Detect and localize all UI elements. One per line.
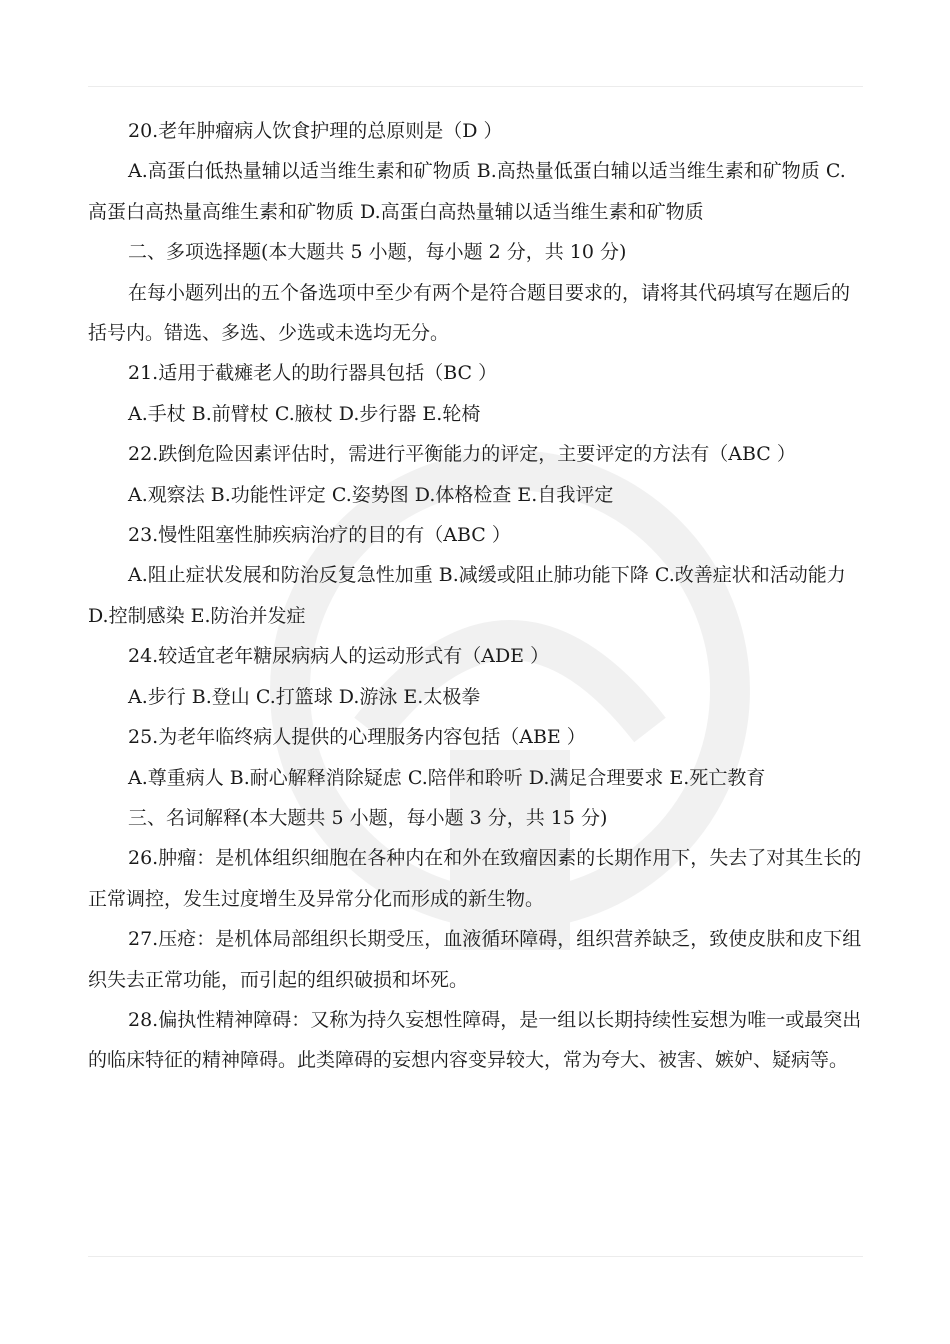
question-25-options: A.尊重病人 B.耐心解释消除疑虑 C.陪伴和聆听 D.满足合理要求 E.死亡教育 bbox=[128, 766, 766, 789]
definition-26: 26.肿瘤：是机体组织细胞在各种内在和外在致瘤因素的长期作用下，失去了对其生长的正常调控，发生过度增生及异常分化而形成的新生物。 bbox=[88, 847, 862, 910]
definition-28: 28.偏执性精神障碍：又称为持久妄想性障碍，是一组以长期持续性妄想为唯一或最突出的临床特征的精神障碍。此类障碍的妄想内容变异较大，常为夸大、被害、嫉妒、疑病等。 bbox=[88, 1008, 862, 1072]
question-22: 22.跌倒危险因素评估时，需进行平衡能力的评定，主要评定的方法有（ABC ） bbox=[128, 443, 796, 466]
question-20: 20.老年肿瘤病人饮食护理的总原则是（D ） bbox=[128, 120, 503, 142]
question-23-options: A.阻止症状发展和防治反复急性加重 B.减缓或阻止肺功能下降 C.改善症状和活动能力 D.控制感染 E.防治并发症 bbox=[88, 564, 846, 627]
question-24-options: A.步行 B.登山 C.打篮球 D.游泳 E.太极拳 bbox=[128, 685, 481, 708]
question-21-options: A.手杖 B.前臂杖 C.腋杖 D.步行器 E.轮椅 bbox=[128, 402, 481, 425]
document-body bbox=[88, 111, 863, 1081]
question-24: 24.较适宜老年糖尿病病人的运动形式有（ADE ） bbox=[128, 645, 550, 668]
footer-rule bbox=[88, 1256, 863, 1257]
header-rule bbox=[88, 86, 863, 87]
question-25: 25.为老年临终病人提供的心理服务内容包括（ABE ） bbox=[128, 726, 586, 749]
question-23: 23.慢性阻塞性肺疾病治疗的目的有（ABC ） bbox=[128, 524, 511, 547]
definition-27: 27.压疮：是机体局部组织长期受压，血液循环障碍，组织营养缺乏，致使皮肤和皮下组织失去正常功能，而引起的组织破损和坏死。 bbox=[88, 928, 862, 991]
question-21: 21.适用于截瘫老人的助行器具包括（BC ） bbox=[128, 362, 498, 385]
question-20-options: A.高蛋白低热量辅以适当维生素和矿物质 B.高热量低蛋白辅以适当维生素和矿物质 C.高蛋白高热量高维生素和矿物质 D.高蛋白高热量辅以适当维生素和矿物质 bbox=[88, 160, 846, 223]
section-3-heading: 三、名词解释(本大题共 5 小题，每小题 3 分，共 15 分) bbox=[128, 806, 608, 829]
section-2-instructions: 在每小题列出的五个备选项中至少有两个是符合题目要求的，请将其代码填写在题后的括号内。错选、多选、少选或未选均无分。 bbox=[88, 281, 851, 345]
section-2-heading: 二、多项选择题(本大题共 5 小题，每小题 2 分，共 10 分) bbox=[128, 241, 627, 264]
question-22-options: A.观察法 B.功能性评定 C.姿势图 D.体格检查 E.自我评定 bbox=[128, 483, 614, 506]
